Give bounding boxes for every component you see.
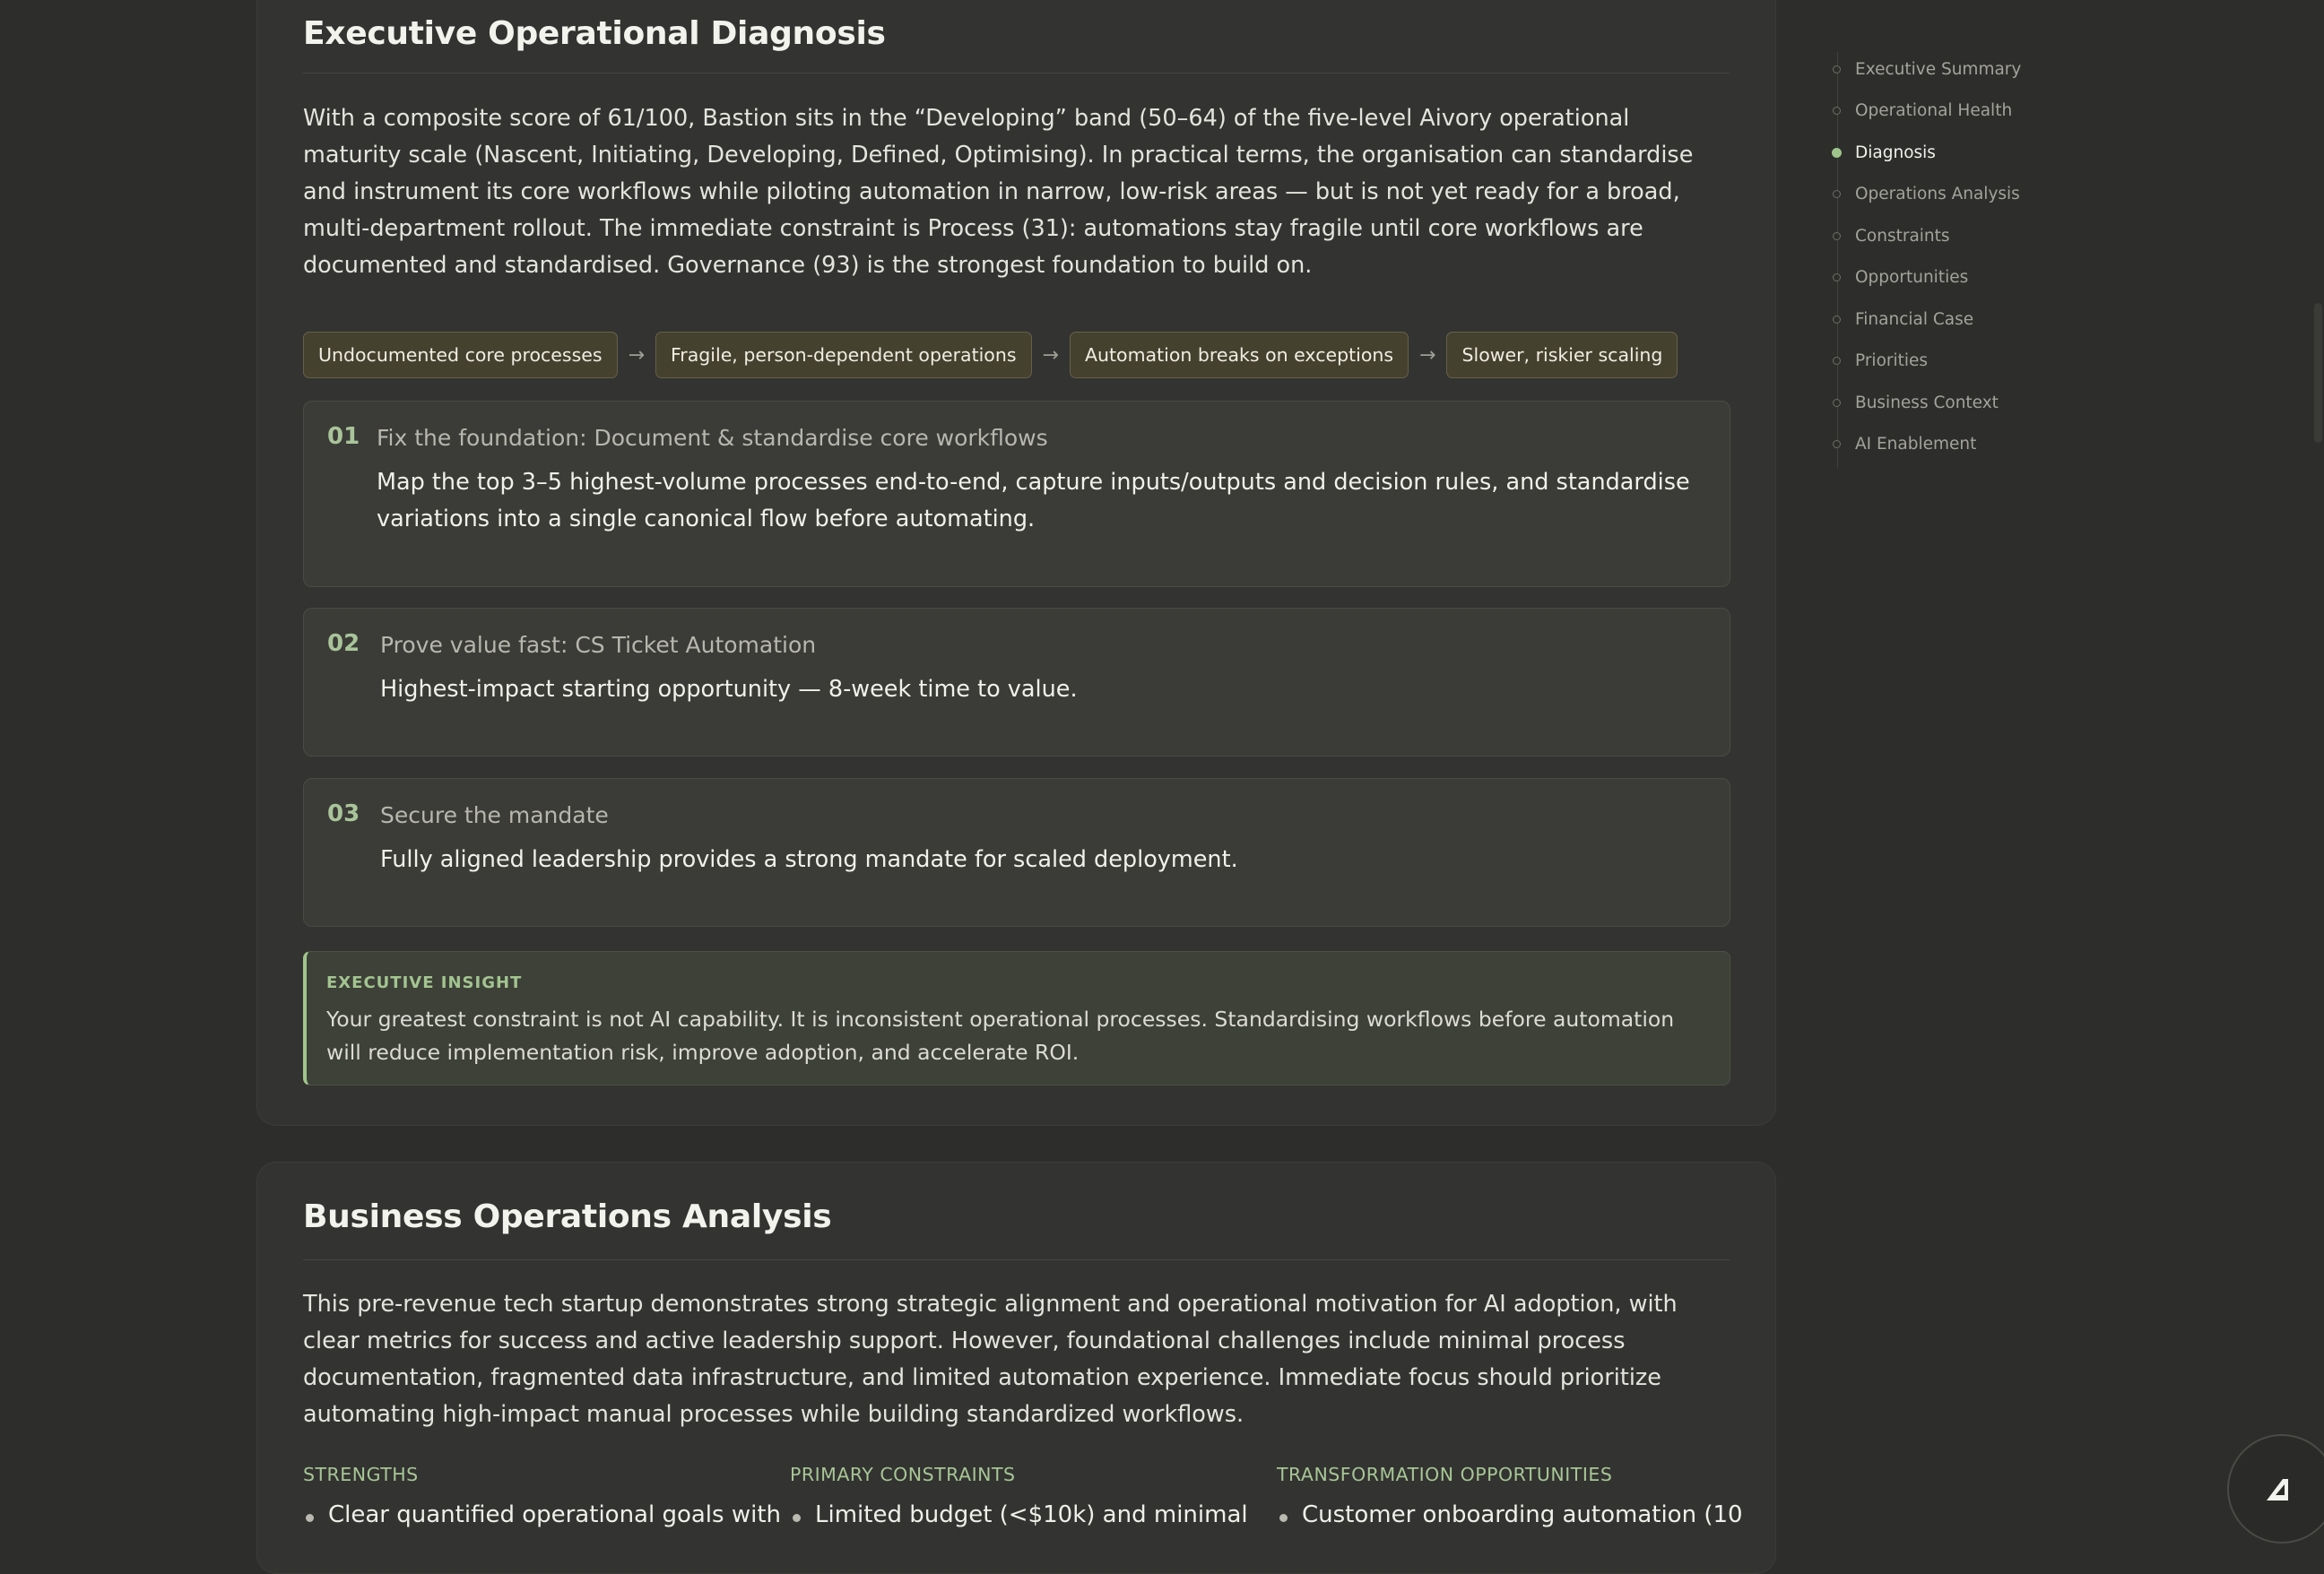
priority-step-2 [303, 608, 1730, 757]
step-title: Secure the mandate [380, 802, 609, 828]
toc-item-label: AI Enablement [1855, 434, 1977, 454]
diagnosis-title: Executive Operational Diagnosis [303, 15, 886, 52]
strength-item: Clear quantified operational goals with [303, 1501, 781, 1528]
chain-chip: Fragile, person-dependent operations [655, 332, 1032, 378]
operations-summary: This pre-revenue tech startup demonstrates strong strategic alignment and operational motivation for AI adoption, with clear metrics for success and active leadership support. However, foundational challenges include minimal process documentation, fragmented data infrastructure, and limited automation experience. Immediate focus should prioritize automating high-impact manual processes while building standardized workflows. [303, 1291, 1678, 1428]
toc-dot-icon [1833, 440, 1841, 448]
toc-item-executive-summary[interactable] [1833, 56, 2021, 82]
priority-step-3 [303, 778, 1730, 927]
constraint-item: Limited budget (<$10k) and minimal [790, 1501, 1248, 1528]
toc-item-label: Operations Analysis [1855, 184, 2020, 203]
toc-item-label: Business Context [1855, 393, 1999, 412]
toc-dot-icon [1833, 357, 1841, 365]
step-number: 03 [327, 800, 360, 827]
toc-dot-icon [1833, 316, 1841, 324]
toc-dot-icon [1832, 148, 1842, 158]
step-body: Highest-impact starting opportunity — 8-week time to value. [380, 676, 1078, 703]
step-title: Prove value fast: CS Ticket Automation [380, 632, 817, 658]
opportunity-item: Customer onboarding automation (10 [1277, 1501, 1743, 1528]
constraint-chain [303, 332, 1678, 378]
operations-section [256, 1162, 1776, 1574]
scrollbar-thumb[interactable] [2314, 303, 2322, 443]
toc-item-label: Diagnosis [1855, 143, 1936, 162]
toc-item-constraints[interactable] [1833, 222, 1950, 249]
strengths-heading: STRENGTHS [303, 1464, 419, 1485]
toc-item-label: Opportunities [1855, 267, 1969, 287]
toc-dot-icon [1833, 273, 1841, 281]
chain-chip: Undocumented core processes [303, 332, 618, 378]
arrow-right-icon: → [628, 343, 645, 367]
priority-step-1 [303, 401, 1730, 587]
toc-dot-icon [1833, 232, 1841, 240]
toc-item-business-context[interactable] [1833, 389, 1999, 416]
toc-item-ai-enablement[interactable] [1833, 430, 1976, 457]
toc-dot-icon [1833, 399, 1841, 407]
insight-text: Your greatest constraint is not AI capability. It is inconsistent operational processes. Standardising workflows before automation will reduce implementation risk, improve adoption, and accelerate ROI. [326, 1007, 1675, 1065]
arrow-right-icon: → [1042, 343, 1059, 367]
step-body: Fully aligned leadership provides a strong mandate for scaled deployment. [380, 846, 1238, 873]
insight-label: EXECUTIVE INSIGHT [326, 973, 523, 992]
toc-item-label: Priorities [1855, 350, 1929, 370]
toc-dot-icon [1833, 107, 1841, 115]
executive-insight-callout [303, 951, 1730, 1085]
constraints-heading: PRIMARY CONSTRAINTS [790, 1464, 1016, 1485]
toc-item-label: Constraints [1855, 226, 1950, 246]
assistant-button[interactable] [2227, 1434, 2324, 1544]
toc-item-diagnosis[interactable] [1833, 139, 1936, 166]
toc-item-label: Executive Summary [1855, 59, 2022, 79]
toc-item-operations-analysis[interactable] [1833, 180, 2020, 207]
title-divider [303, 1259, 1730, 1260]
table-of-contents [1833, 52, 2102, 468]
toc-item-priorities[interactable] [1833, 347, 1928, 374]
toc-item-label: Financial Case [1855, 309, 1974, 329]
toc-item-financial-case[interactable] [1833, 306, 1973, 333]
step-body: Map the top 3–5 highest-volume processes end-to-end, capture inputs/outputs and decision rules, and standardise variations into a single canonical flow before automating. [377, 469, 1690, 532]
toc-item-opportunities[interactable] [1833, 264, 1968, 290]
toc-dot-icon [1833, 190, 1841, 198]
step-number: 01 [327, 423, 360, 450]
chain-chip: Automation breaks on exceptions [1070, 332, 1409, 378]
toc-item-label: Operational Health [1855, 100, 2013, 120]
opportunities-heading: TRANSFORMATION OPPORTUNITIES [1277, 1464, 1613, 1485]
aivory-logo-icon [2263, 1472, 2301, 1506]
toc-item-operational-health[interactable] [1833, 97, 2012, 124]
step-title: Fix the foundation: Document & standardise core workflows [377, 425, 1048, 451]
toc-dot-icon [1833, 65, 1841, 74]
title-divider [303, 73, 1730, 74]
chain-chip: Slower, riskier scaling [1446, 332, 1678, 378]
diagnosis-summary: With a composite score of 61/100, Bastion sits in the “Developing” band (50–64) of the five-level Aivory operational maturity scale (Nascent, Initiating, Developing, Defined, Optimising). In practical terms, the organisation can standardise and instrument its core workflows while piloting automation in narrow, low-risk areas — but is not yet ready for a broad, multi-department rollout. The immediate constraint is Process (31): automations stay fragile until core workflows are documented and standardised. Governance (93) is the strongest foundation to build on. [303, 105, 1694, 279]
diagnosis-section [256, 0, 1776, 1126]
operations-title: Business Operations Analysis [303, 1198, 832, 1235]
step-number: 02 [327, 630, 360, 657]
arrow-right-icon: → [1419, 343, 1436, 367]
